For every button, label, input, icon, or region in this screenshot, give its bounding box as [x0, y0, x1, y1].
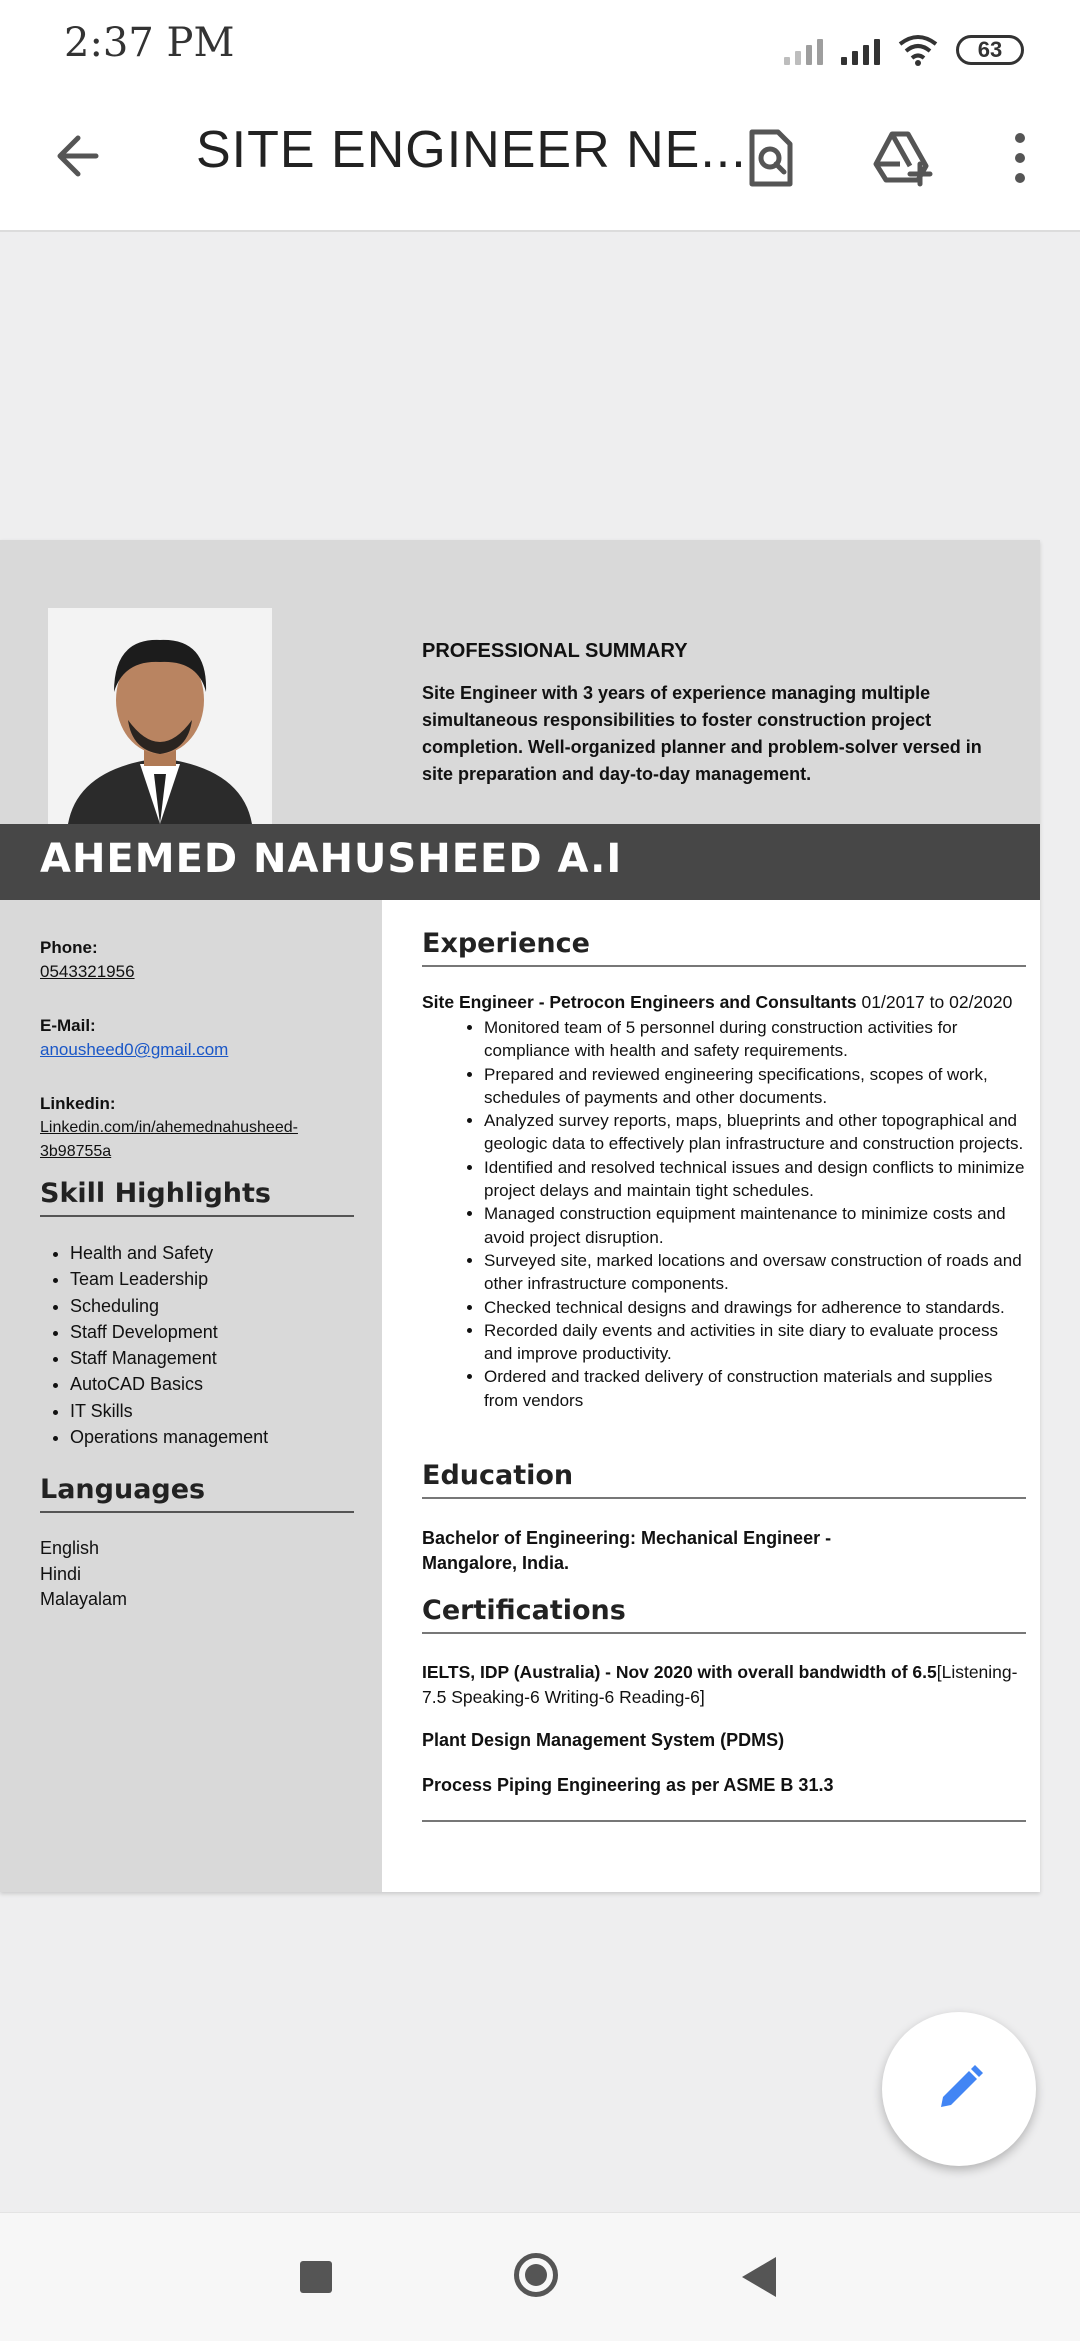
document-search-icon[interactable]	[738, 126, 802, 190]
email-link[interactable]: anousheed0@gmail.com	[40, 1040, 229, 1059]
languages-heading: Languages	[40, 1474, 354, 1513]
certification-ielts	[422, 1660, 1026, 1710]
list-item: • Scheduling	[70, 1293, 268, 1319]
email-label: E-Mail:	[40, 1016, 96, 1035]
resume-sidebar	[0, 900, 382, 1892]
skills-heading: Skill Highlights	[40, 1178, 354, 1217]
linkedin-link[interactable]	[40, 1116, 298, 1164]
skills-list	[40, 1240, 268, 1450]
recent-apps-button[interactable]	[300, 2261, 332, 2293]
pencil-icon	[929, 2059, 989, 2119]
list-item: • Checked technical designs and drawings for adherence to standards.	[484, 1296, 1026, 1319]
add-to-drive-icon[interactable]	[870, 126, 934, 190]
languages-list	[40, 1536, 127, 1613]
job-title: Site Engineer - Petrocon Engineers and Consultants	[422, 992, 857, 1012]
education-location: Mangalore, India.	[422, 1553, 570, 1573]
wifi-icon	[898, 34, 938, 66]
certification-ielts-scores: [Listening-7.5 Speaking-6 Writing-6 Reading-6]	[422, 1662, 1018, 1707]
job-line	[422, 992, 1012, 1013]
list-item: • Identified and resolved technical issues and design conflicts to minimize project delays and maintain tight schedules.	[484, 1156, 1026, 1203]
list-item: • Recorded daily events and activities in site diary to evaluate process and improve productivity.	[484, 1319, 1026, 1366]
list-item: • Prepared and reviewed engineering specifications, scopes of work, schedules of payments and other documents.	[484, 1063, 1026, 1110]
signal-2-icon	[841, 35, 880, 65]
battery-level: 63	[977, 37, 1003, 62]
certifications-heading: Certifications	[422, 1595, 1026, 1634]
list-item: English	[40, 1538, 100, 1558]
phone-label: Phone:	[40, 938, 98, 957]
list-item: • Operations management	[70, 1424, 268, 1450]
list-item: • Team Leadership	[70, 1266, 268, 1292]
summary-title: PROFESSIONAL SUMMARY	[422, 640, 688, 662]
status-bar	[0, 0, 1080, 96]
list-item: • Staff Management	[70, 1345, 268, 1371]
list-item: • Managed construction equipment maintenance to minimize costs and avoid project disruption.	[484, 1202, 1026, 1249]
list-item: • IT Skills	[70, 1398, 268, 1424]
linkedin-line-1: Linkedin.com/in/ahemednahusheed-	[40, 1119, 298, 1136]
list-item: • Surveyed site, marked locations and oversaw construction of roads and other infrastructure components.	[484, 1249, 1026, 1296]
education-heading: Education	[422, 1460, 1026, 1499]
linkedin-line-2: 3b98755a	[40, 1143, 112, 1160]
summary-text: Site Engineer with 3 years of experience managing multiple simultaneous responsibilities to foster construction project completion. Well-organized planner and problem-solver versed in site preparation and day-to-day management.	[422, 683, 982, 784]
edit-button[interactable]	[882, 2012, 1036, 2166]
home-button[interactable]	[514, 2253, 558, 2297]
list-item: Hindi	[40, 1563, 82, 1584]
job-dates: 01/2017 to 02/2020	[861, 992, 1013, 1012]
list-item: • Staff Development	[70, 1319, 268, 1345]
list-item: Malayalam	[40, 1589, 128, 1609]
signal-1-icon	[784, 35, 823, 65]
profile-photo	[48, 608, 272, 824]
app-bar	[0, 96, 1080, 232]
status-icons	[784, 30, 1024, 70]
status-time: 2:37 PM	[64, 20, 235, 66]
duties-list	[422, 1016, 1026, 1412]
phone-value[interactable]: 0543321956	[40, 962, 135, 981]
arrow-left-icon[interactable]	[48, 126, 108, 186]
battery-indicator	[956, 35, 1024, 65]
divider	[422, 1820, 1026, 1822]
experience-heading: Experience	[422, 928, 1026, 967]
list-item: • Health and Safety	[70, 1240, 268, 1266]
education-entry	[422, 1526, 862, 1576]
candidate-name: AHEMED NAHUSHEED A.I	[40, 836, 623, 882]
list-item: • Monitored team of 5 personnel during construction activities for compliance with health and safety requirements.	[484, 1016, 1026, 1063]
back-nav-button[interactable]	[742, 2257, 776, 2297]
linkedin-label: Linkedin:	[40, 1094, 116, 1113]
certification-piping: Process Piping Engineering as per ASME B 31.3	[422, 1775, 834, 1795]
certification-ielts-title: IELTS, IDP (Australia) - Nov 2020 with overall bandwidth of 6.5	[422, 1662, 937, 1682]
resume-header	[0, 540, 1040, 824]
document-title: SITE ENGINEER NE...	[196, 121, 747, 179]
name-bar	[0, 824, 1040, 900]
document-page[interactable]	[0, 540, 1040, 1892]
more-vert-icon[interactable]	[988, 126, 1052, 190]
list-item: • Analyzed survey reports, maps, blueprints and other topographical and geologic data to effectively plan infrastructure and construction projects.	[484, 1109, 1026, 1156]
education-degree: Bachelor of Engineering: Mechanical Engineer -	[422, 1528, 832, 1548]
list-item: • AutoCAD Basics	[70, 1371, 268, 1397]
system-nav-bar	[0, 2212, 1080, 2341]
certification-pdms: Plant Design Management System (PDMS)	[422, 1730, 785, 1750]
list-item: • Ordered and tracked delivery of construction materials and supplies from vendors	[484, 1365, 1026, 1412]
